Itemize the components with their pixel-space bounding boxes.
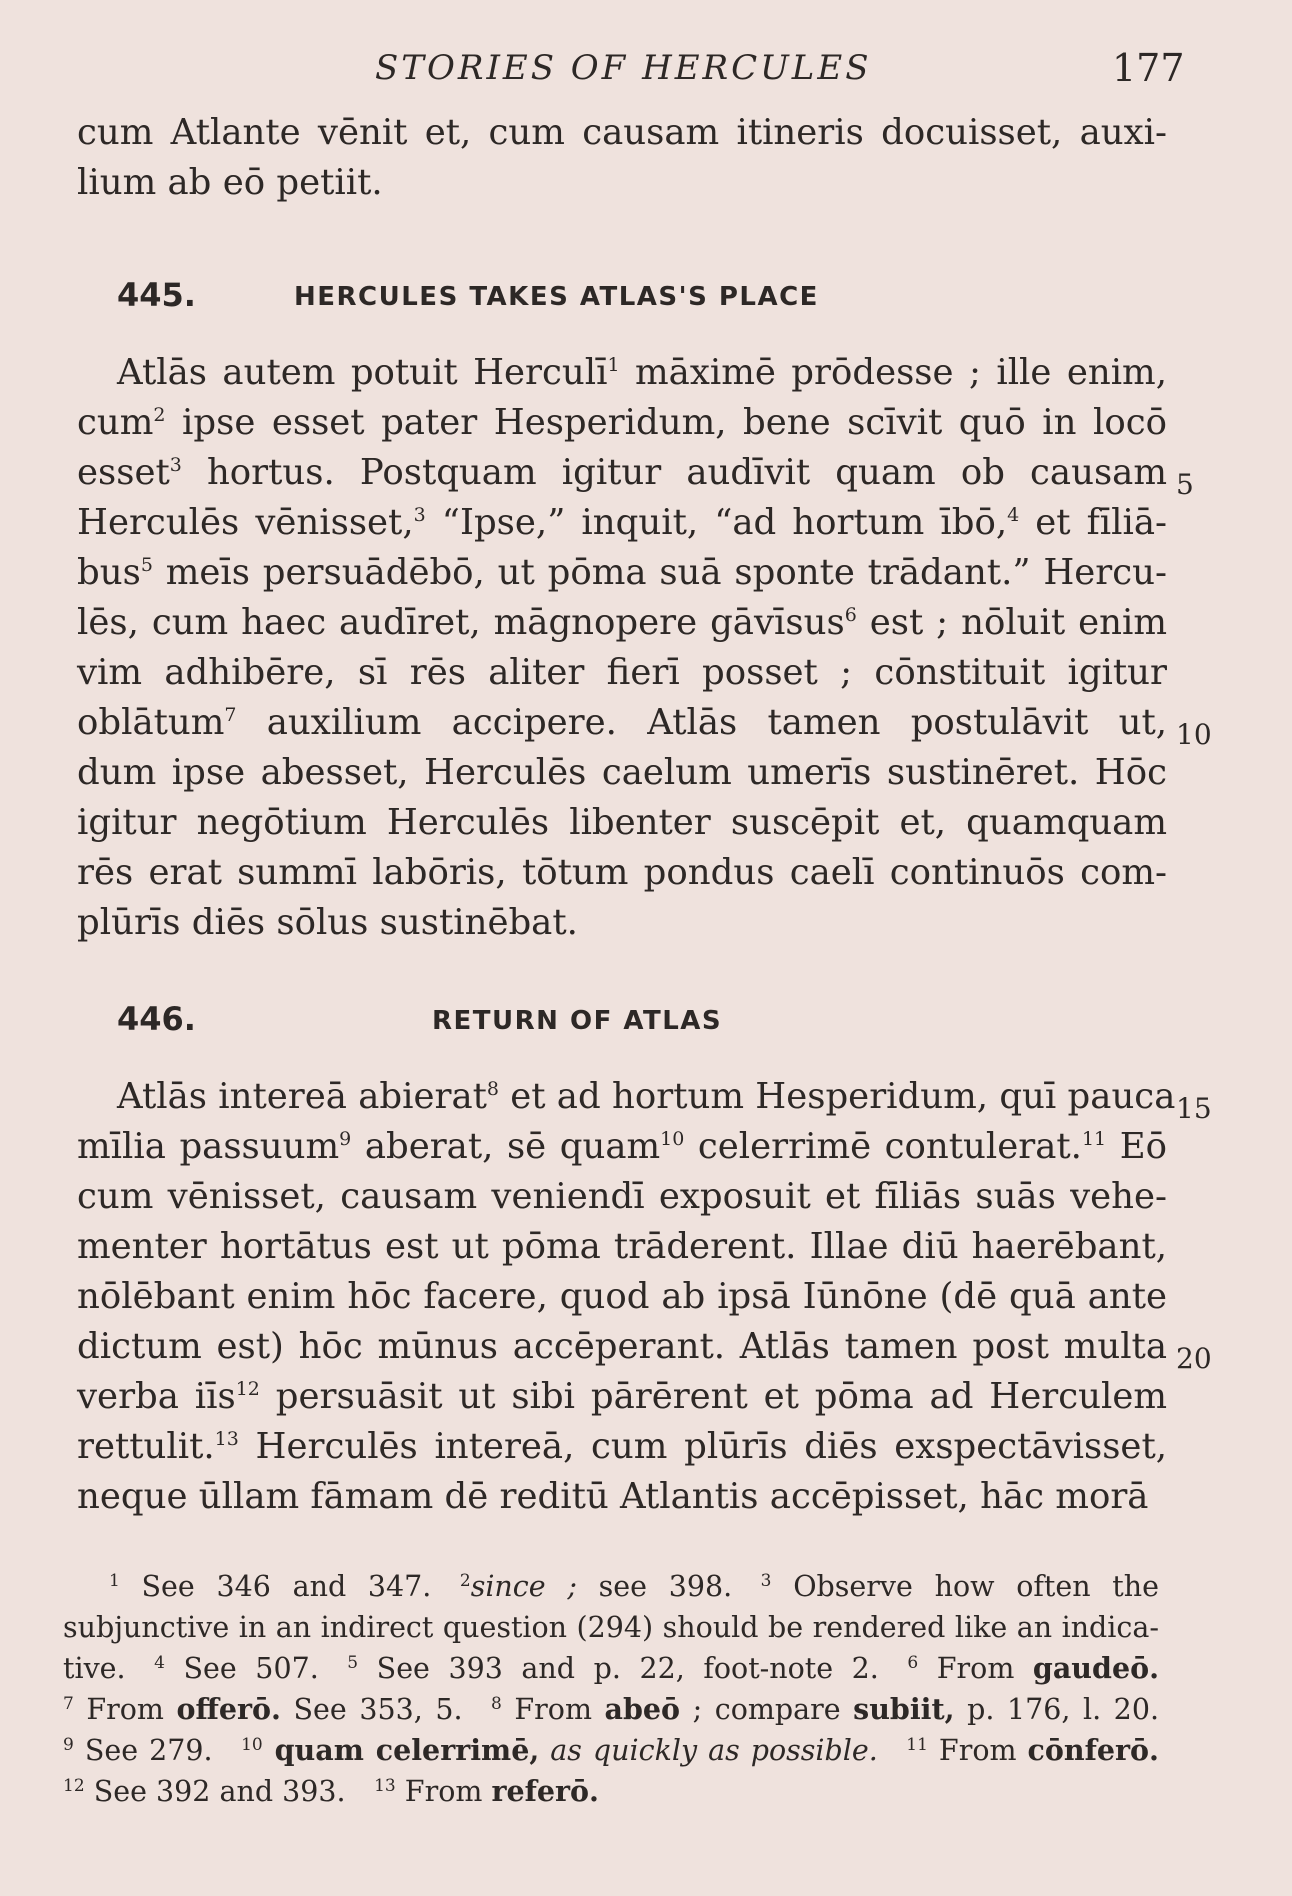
text-line: igitur negōtium Herculēs libenter suscēpit et, quamquam (77, 802, 1167, 843)
text-line: neque ūllam fāmam dē reditū Atlantis accēpisset, hāc morā (77, 1476, 1149, 1517)
margin-line-number: 5 (1176, 468, 1194, 501)
text-line: esset$^3$ hortus. Postquam igitur audīvit quam ob causam (77, 452, 1167, 493)
text-line: rettulit.$^{13}$ Herculēs intereā, cum plūrīs diēs exspectāvisset, (77, 1426, 1167, 1467)
section-title: RETURN OF ATLAS (432, 1006, 723, 1036)
text-line: menter hortātus est ut pōma trāderent. Illae diū haerēbant, (77, 1226, 1167, 1267)
section-title: HERCULES TAKES ATLAS'S PLACE (294, 282, 819, 312)
page-number: 177 (1112, 46, 1185, 90)
footnote-line: $^1$ See 346 and 347. $^2$since ; see 398. $^3$ Observe how often the (109, 1570, 1159, 1603)
text-line: oblātum$^7$ auxilium accipere. Atlās tamen postulāvit ut, (77, 702, 1167, 743)
section-number: 445. (117, 276, 196, 314)
footnote-line: $^9$ See 279. $^{10}$ quam celerrimē, as quickly as possible. $^{11}$ From cōnferō. (63, 1733, 1159, 1767)
section-445-paragraph (77, 348, 1167, 948)
text-line: Herculēs vēnisset,$^3$ “Ipse,” inquit, “ad hortum ībō,$^4$ et fīliā- (77, 502, 1167, 543)
text-line: dictum est) hōc mūnus accēperant. Atlās tamen post multa (77, 1326, 1167, 1367)
running-head (0, 46, 1292, 90)
footnote-ref: 7 (224, 704, 237, 726)
footnote-line: $^{12}$ See 392 and 393. $^{13}$ From referō. (63, 1774, 599, 1808)
footnote-ref: 9 (339, 1128, 352, 1150)
text-line: lium ab eō petiit. (77, 162, 383, 203)
running-title: STORIES OF HERCULES (375, 48, 872, 88)
text-line: plūrīs diēs sōlus sustinēbat. (77, 902, 578, 943)
footnote-ref: 3 (169, 454, 182, 476)
footnote-line: tive. $^4$ See 507. $^5$ See 393 and p. 22, foot-note 2. $^6$ From gaudeō. (63, 1651, 1160, 1685)
footnote-line: subjunctive in an indirect question (294) should be rendered like an indica- (63, 1611, 1159, 1644)
footnote-ref: 6 (844, 604, 857, 626)
footnote-ref: 1 (607, 354, 620, 376)
footnote-line: $^7$ From offerō. See 353, 5. $^8$ From abeō ; compare subiit, p. 176, l. 20. (63, 1692, 1160, 1726)
section-446-paragraph (77, 1072, 1176, 1522)
intro-paragraph (77, 108, 1167, 208)
text-line: rēs erat summī labōris, tōtum pondus caelī continuōs com- (77, 852, 1167, 893)
footnote-ref: 11 (1081, 1128, 1107, 1150)
text-line: cum Atlante vēnit et, cum causam itineris docuisset, auxi- (77, 112, 1167, 153)
footnote-ref: 3 (413, 504, 426, 526)
section-446-heading (117, 1000, 1167, 1040)
footnote-ref: 13 (214, 1428, 239, 1450)
text-line: Atlās intereā abierat$^8$ et ad hortum Hesperidum, quī pauca (117, 1076, 1176, 1117)
text-line: cum$^2$ ipse esset pater Hesperidum, bene scīvit quō in locō (77, 402, 1167, 443)
text-line: lēs, cum haec audīret, māgnopere gāvīsus$^6$ est ; nōluit enim (77, 602, 1167, 643)
section-number: 446. (117, 1000, 196, 1038)
footnote-ref: 2 (153, 404, 166, 426)
text-line: nōlēbant enim hōc facere, quod ab ipsā Iūnōne (dē quā ante (77, 1276, 1167, 1317)
footnote-ref: 5 (140, 554, 153, 576)
margin-line-number: 15 (1176, 1092, 1212, 1125)
text-line: bus$^5$ meīs persuādēbō, ut pōma suā sponte trādant.” Hercu- (77, 552, 1167, 593)
margin-line-number: 10 (1176, 718, 1212, 751)
footnote-ref: 12 (235, 1378, 260, 1400)
section-445-heading (117, 276, 1167, 316)
text-line: dum ipse abesset, Herculēs caelum umerīs sustinēret. Hōc (77, 752, 1167, 793)
text-line: verba iīs$^{12}$ persuāsit ut sibi pārērent et pōma ad Herculem (77, 1376, 1167, 1417)
text-line: cum vēnisset, causam veniendī exposuit et fīliās suās vehe- (77, 1176, 1167, 1217)
margin-line-number: 20 (1176, 1342, 1212, 1375)
footnote-ref: 8 (486, 1078, 499, 1100)
footnotes (63, 1566, 1159, 1812)
text-line: mīlia passuum$^9$ aberat, sē quam$^{10}$ celerrimē contulerat.$^{11}$ Eō (77, 1126, 1167, 1167)
footnote-ref: 4 (1007, 504, 1020, 526)
text-line: Atlās autem potuit Herculī$^1$ māximē prōdesse ; ille enim, (117, 352, 1167, 393)
text-line: vim adhibēre, sī rēs aliter fierī posset ; cōnstituit igitur (77, 652, 1167, 693)
footnote-ref: 10 (660, 1128, 685, 1150)
